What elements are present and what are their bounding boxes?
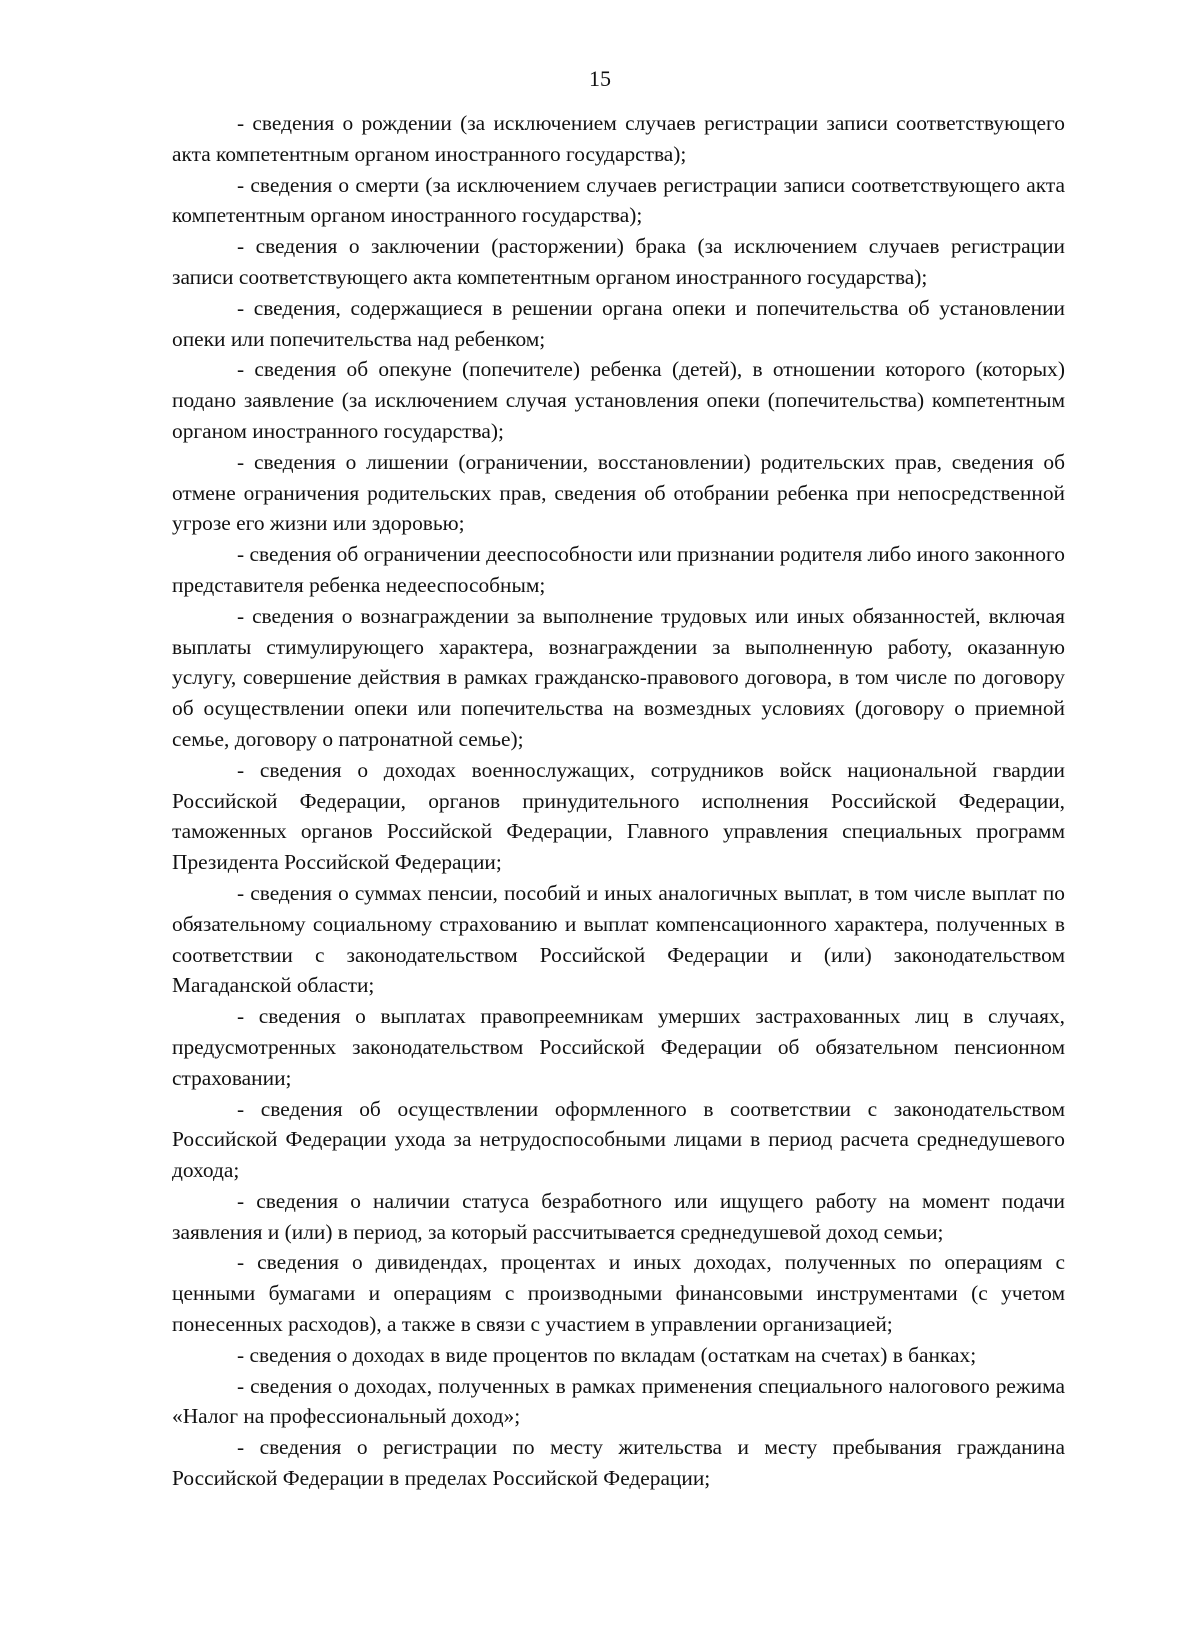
paragraph-remuneration: - сведения о вознаграждении за выполнение трудовых или иных обязанностей, включая выплаты стимулирующего характера, вознаграждении за выполненную работу, оказанную услугу, совершение действия в рамках гражданско-правового договора, в том числе по договору об осуществлении опеки или попечительства на возмездных условиях (договору о приемной семье, договору о патронатной семье); xyxy=(172,603,1065,751)
paragraph-successor-payments: - сведения о выплатах правопреемникам умерших застрахованных лиц в случаях, предусмотренных законодательством Российской Федерации об обязательном пенсионном страховании; xyxy=(172,1004,1065,1090)
paragraph-birth-records: - сведения о рождении (за исключением случаев регистрации записи соответствующего акта компетентным органом иностранного государства); xyxy=(172,111,1065,166)
paragraph-self-employed-tax: - сведения о доходах, полученных в рамках применения специального налогового режима «Налог на профессиональный доход»; xyxy=(172,1373,1065,1429)
paragraph-legal-capacity: - сведения об ограничении дееспособности или признании родителя либо иного законного представителя ребенка недееспособным; xyxy=(172,542,1065,597)
paragraph-guardianship-decision: - сведения, содержащиеся в решении органа опеки и попечительства об установлении опеки или попечительства над ребенком; xyxy=(172,295,1065,351)
paragraph-marriage-records: - сведения о заключении (расторжении) брака (за исключением случаев регистрации записи соответствующего акта компетентным органом иностранного государства); xyxy=(172,234,1065,289)
paragraph-pensions-benefits: - сведения о суммах пенсии, пособий и иных аналогичных выплат, в том числе выплат по обязательному социальному страхованию и выплат компенсационного характера, полученных в соответствии с законодательством Российской Федерации и (или) законодательством Магаданской области; xyxy=(172,880,1065,998)
paragraph-parental-rights: - сведения о лишении (ограничении, восстановлении) родительских прав, сведения об отмене ограничения родительских прав, сведения об отобрании ребенка при непосредственной угрозе его жизни или здоровью; xyxy=(172,449,1065,536)
paragraph-securities-income: - сведения о дивидендах, процентах и иных доходах, полученных по операциям с ценными бумагами и операциям с производными финансовыми инструментами (с учетом понесенных расходов), а также в связи с участием в управлении организацией; xyxy=(172,1250,1065,1337)
paragraph-guardian-info: - сведения об опекуне (попечителе) ребенка (детей), в отношении которого (которых) подано заявление (за исключением случая установления опеки (попечительства) компетентным органом иностранного государства); xyxy=(172,357,1065,443)
document-body xyxy=(172,108,1065,1494)
paragraph-unemployment-status: - сведения о наличии статуса безработного или ищущего работу на момент подачи заявления и (или) в период, за который рассчитывается среднедушевой доход семьи; xyxy=(172,1188,1065,1244)
paragraph-deposit-interest: - сведения о доходах в виде процентов по вкладам (остаткам на счетах) в банках; xyxy=(237,1342,977,1367)
paragraph-care-for-disabled: - сведения об осуществлении оформленного в соответствии с законодательством Российской Федерации ухода за нетрудоспособными лицами в период расчета среднедушевого дохода; xyxy=(172,1096,1065,1183)
paragraph-death-records: - сведения о смерти (за исключением случаев регистрации записи соответствующего акта компетентным органом иностранного государства); xyxy=(172,172,1065,228)
paragraph-residence-registration: - сведения о регистрации по месту жительства и месту пребывания гражданина Российской Федерации в пределах Российской Федерации; xyxy=(172,1435,1065,1491)
paragraph-military-income: - сведения о доходах военнослужащих, сотрудников войск национальной гвардии Российской Федерации, органов принудительного исполнения Российской Федерации, таможенных органов Российской Федерации, Главного управления специальных программ Президента Российской Федерации; xyxy=(172,757,1065,875)
page-number: 15 xyxy=(589,66,611,91)
